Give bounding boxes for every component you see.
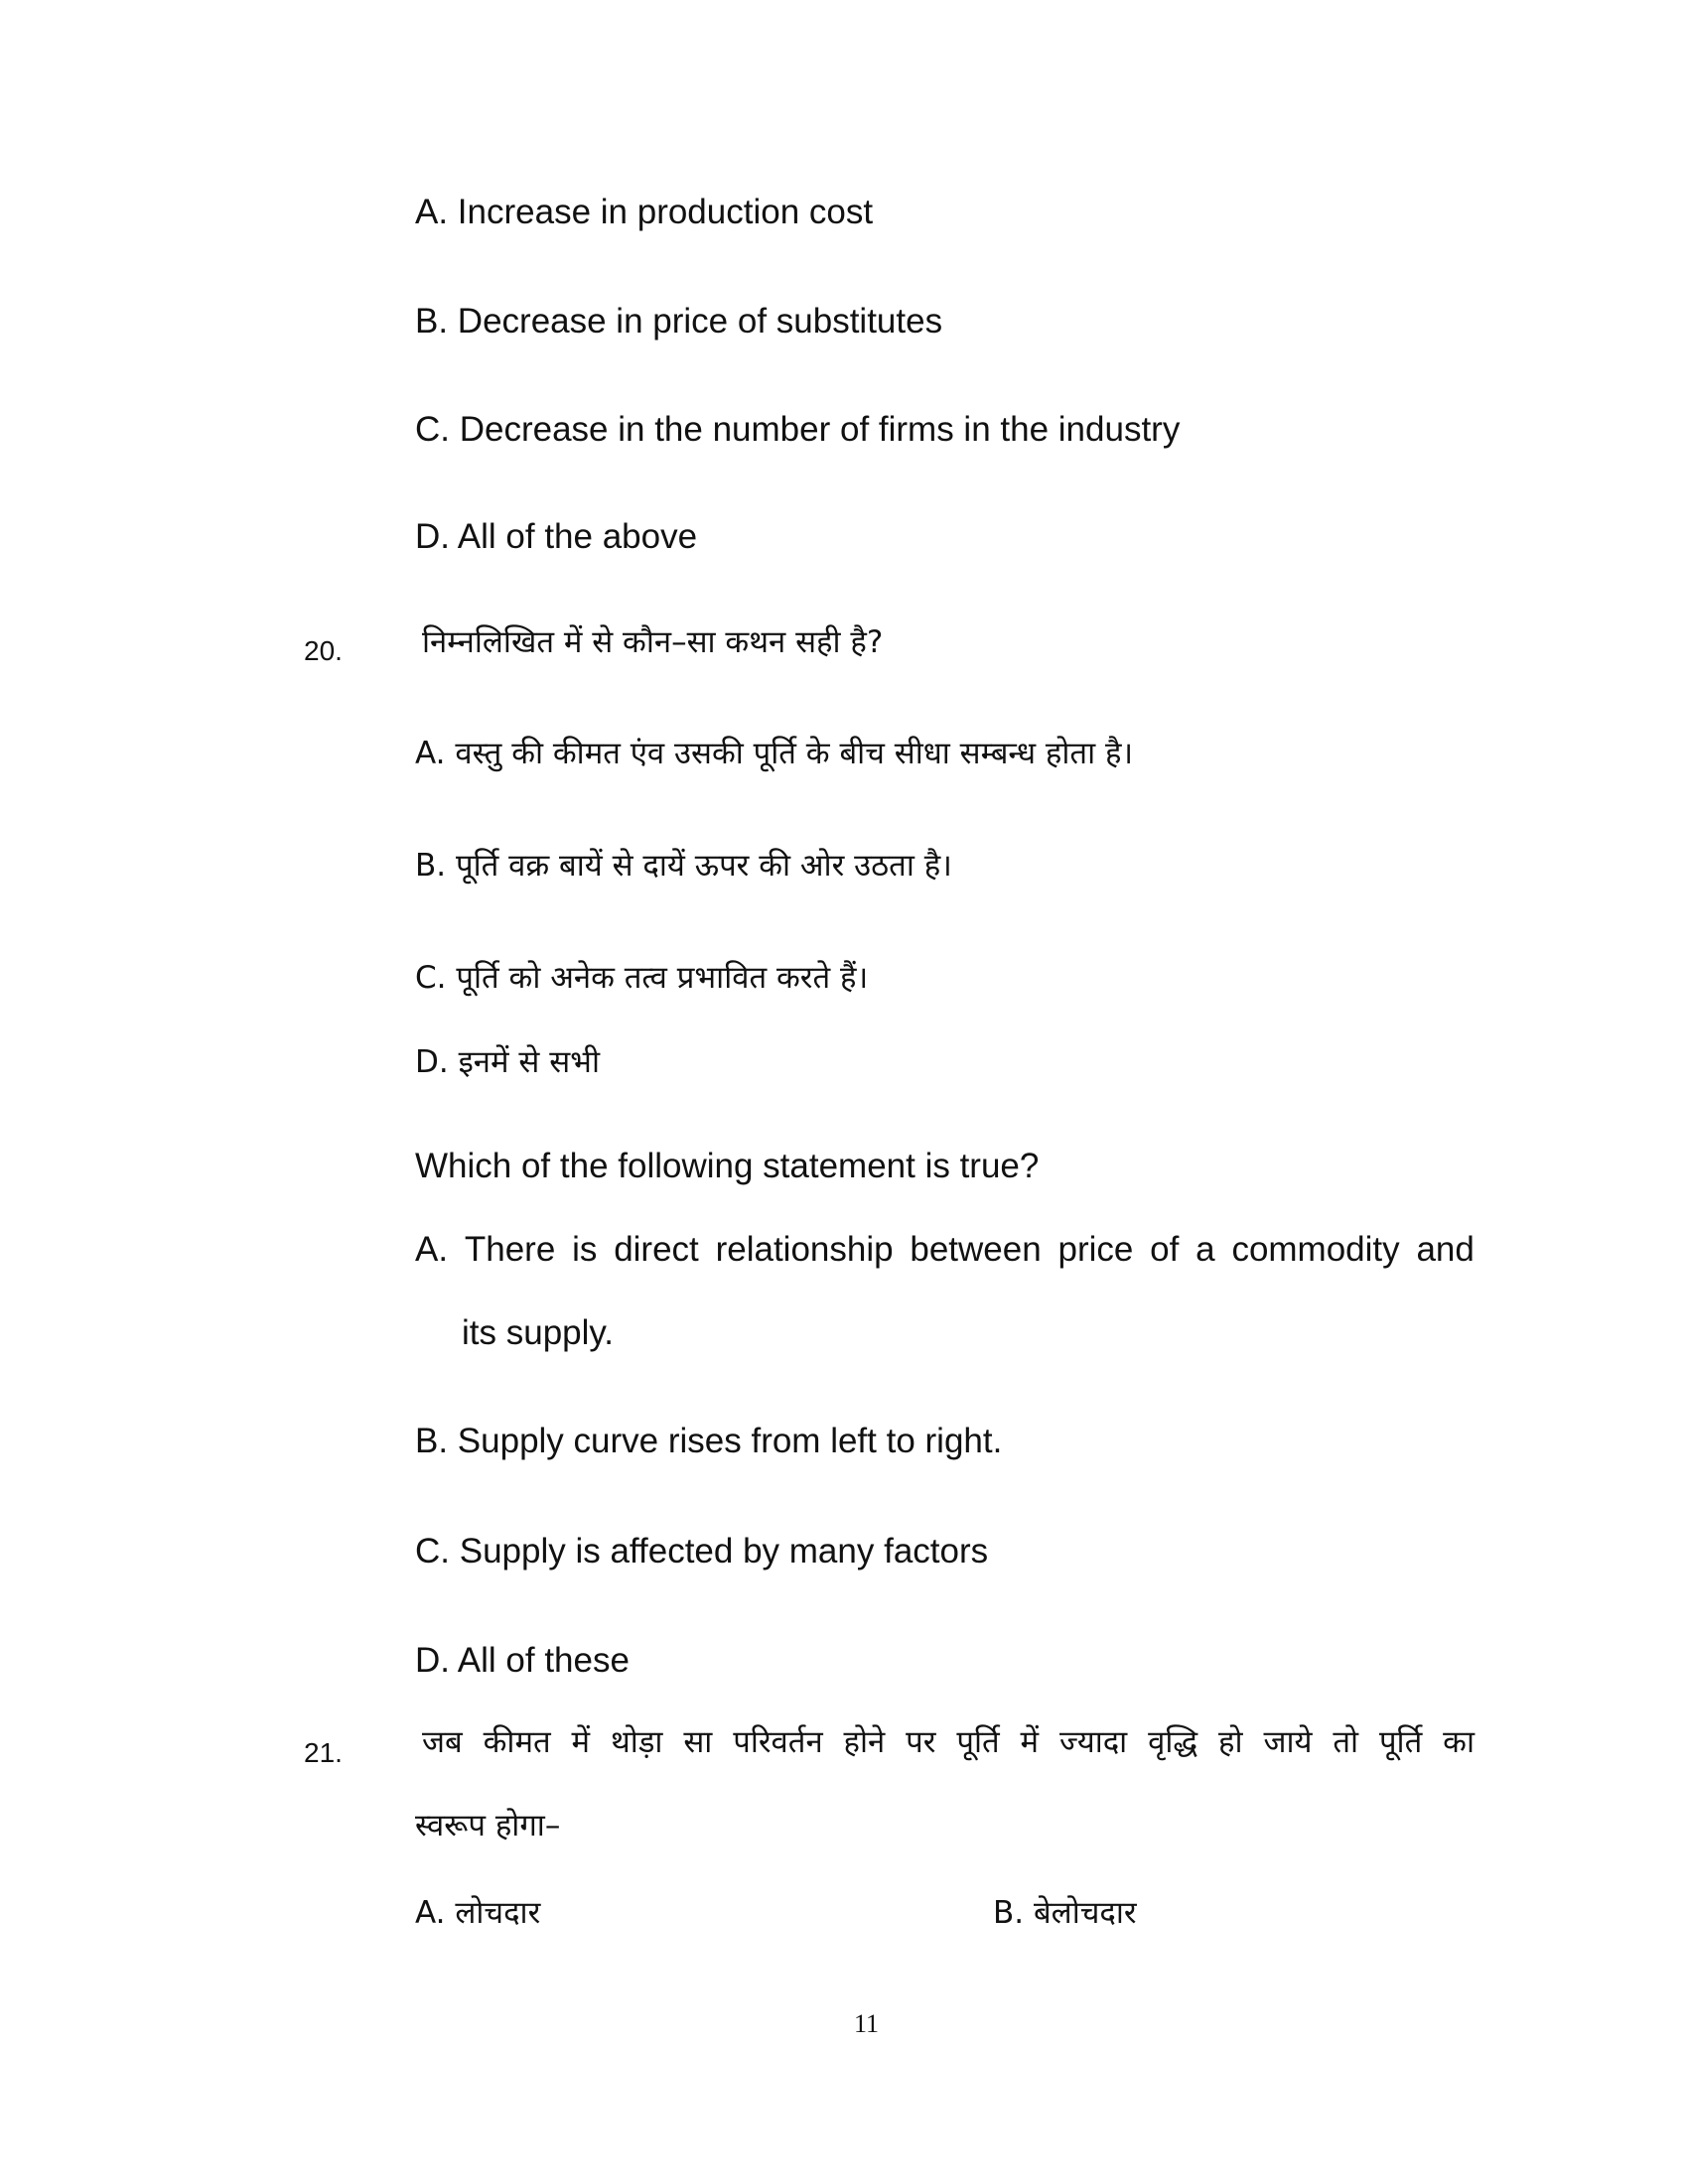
page-number: 11 — [854, 2009, 880, 2038]
q20-english-option-b: B. Supply curve rises from left to right. — [415, 1422, 1003, 1460]
option-c-decrease-number-firms: C. Decrease in the number of firms in the industry — [415, 410, 1181, 449]
option-d-all-of-above: D. All of the above — [415, 517, 698, 556]
q21-hindi-question-line1: जब कीमत में थोड़ा सा परिवर्तन होने पर पूर्ति में ज्यादा वृद्धि हो जाये तो पूर्ति का — [422, 1724, 1475, 1760]
q20-english-option-a-line2: its supply. — [462, 1313, 615, 1352]
word: There — [464, 1230, 556, 1269]
option-a-increase-production-cost: A. Increase in production cost — [415, 193, 874, 231]
q21-option-b: B. बेलोचदार — [993, 1895, 1137, 1931]
q20-hindi-option-c: C. पूर्ति को अनेक तत्व प्रभावित करते हैं। — [415, 960, 869, 996]
q20-hindi-option-d: D. इनमें से सभी — [415, 1044, 600, 1080]
word: is — [572, 1230, 598, 1269]
word: a — [1196, 1230, 1215, 1269]
q20-hindi-option-b: B. पूर्ति वक्र बायें से दायें ऊपर की ओर उठता है। — [415, 848, 952, 884]
question-number-21: 21. — [304, 1737, 343, 1768]
q20-english-question: Which of the following statement is true? — [415, 1147, 1040, 1185]
option-b-decrease-price-substitutes: B. Decrease in price of substitutes — [415, 302, 943, 341]
word: A. — [415, 1230, 449, 1269]
question-number-20: 20. — [304, 635, 343, 666]
q20-hindi-option-a: A. वस्तु की कीमत एंव उसकी पूर्ति के बीच सीधा सम्बन्ध होता है। — [415, 736, 1134, 771]
word: of — [1150, 1230, 1180, 1269]
q21-option-a: A. लोचदार — [415, 1895, 541, 1931]
word: price — [1057, 1230, 1134, 1269]
word: commodity — [1231, 1230, 1400, 1269]
q20-hindi-question: निम्नलिखित में से कौन–सा कथन सही है? — [422, 624, 884, 660]
word: direct — [614, 1230, 699, 1269]
word: and — [1416, 1230, 1475, 1269]
q21-hindi-question-line2: स्वरूप होगा– — [415, 1808, 561, 1843]
q20-english-option-c: C. Supply is affected by many factors — [415, 1532, 989, 1570]
q20-english-option-d: D. All of these — [415, 1641, 630, 1680]
word: relationship — [715, 1230, 894, 1269]
word: between — [910, 1230, 1042, 1269]
q20-english-option-a-line1 — [415, 1232, 1475, 1267]
